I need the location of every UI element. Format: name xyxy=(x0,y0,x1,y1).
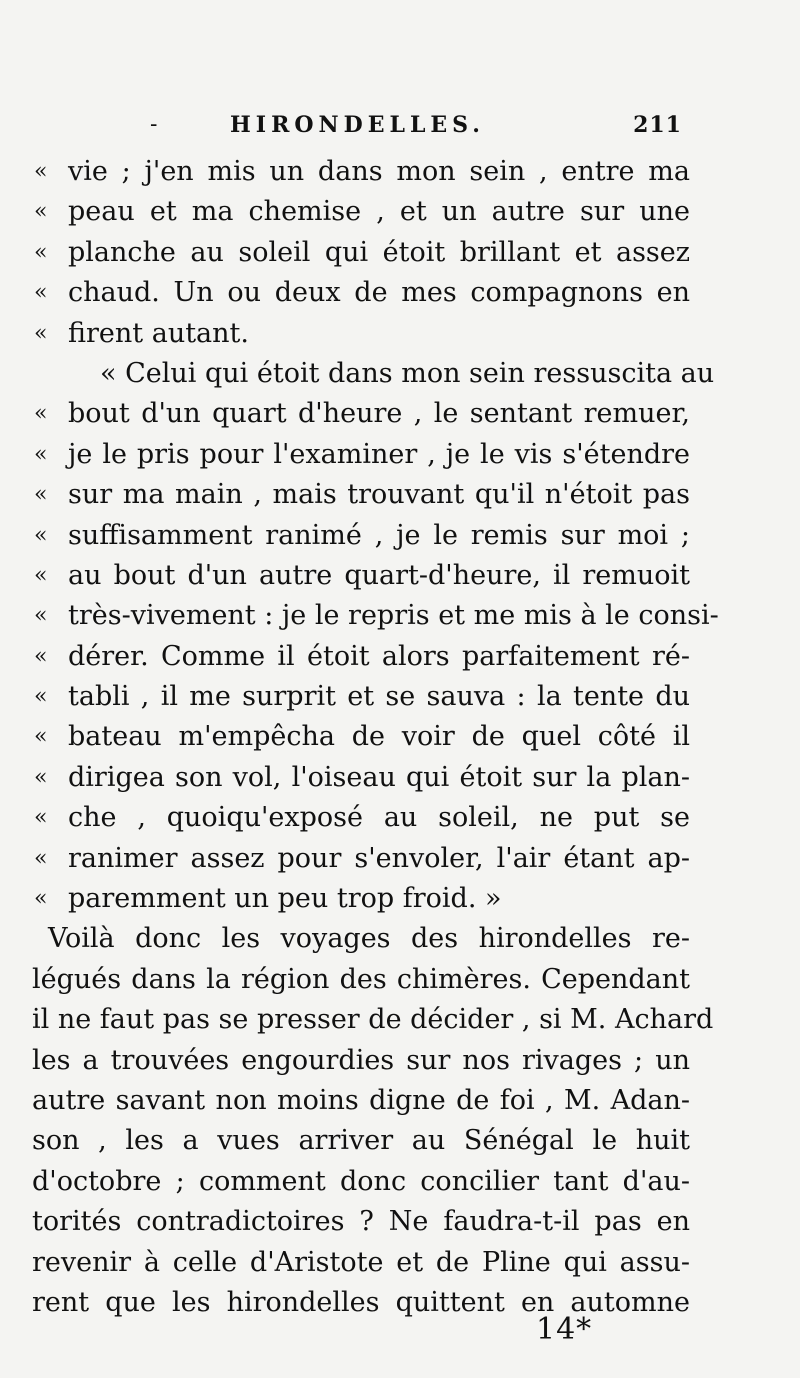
text-line xyxy=(30,677,690,717)
header-dash: - xyxy=(150,112,162,137)
header-title: HIRONDELLES. xyxy=(230,112,485,138)
line-text: dérer. Comme il étoit alors parfaitement ré- xyxy=(68,640,690,672)
line-text: au bout d'un autre quart-d'heure, il remuoit xyxy=(68,559,690,591)
text-line xyxy=(30,233,690,273)
line-text: che , quoiqu'exposé au soleil, ne put se xyxy=(68,802,690,834)
text-line xyxy=(30,435,690,475)
quote-mark: « xyxy=(34,401,48,427)
printer-signature: 14* xyxy=(536,1312,593,1347)
quote-mark: « xyxy=(34,239,48,265)
line-text: chaud. Un ou deux de mes compagnons en xyxy=(68,277,690,309)
text-line xyxy=(30,475,690,515)
text-line xyxy=(30,637,690,677)
line-text: bout d'un quart d'heure , le sentant remuer, xyxy=(68,398,690,430)
quote-mark: « xyxy=(34,320,48,346)
text-line xyxy=(30,1202,690,1242)
line-text: suffisamment ranimé , je le remis sur moi ; xyxy=(68,519,690,551)
text-line xyxy=(30,1162,690,1202)
text-line xyxy=(30,394,690,434)
running-header xyxy=(150,112,690,146)
line-text: très-vivement : je le repris et me mis à le consi- xyxy=(68,600,719,632)
text-line xyxy=(30,839,690,879)
text-line xyxy=(30,879,690,919)
line-text: autre savant non moins digne de foi , M. Adan- xyxy=(32,1084,690,1116)
line-text: son , les a vues arriver au Sénégal le huit xyxy=(32,1125,690,1157)
text-line xyxy=(30,919,690,959)
quote-mark: « xyxy=(34,522,48,548)
text-line xyxy=(30,556,690,596)
quote-mark: « xyxy=(34,845,48,871)
line-text: planche au soleil qui étoit brillant et assez xyxy=(68,236,690,268)
quote-mark: « xyxy=(34,886,48,912)
quote-mark: « xyxy=(34,562,48,588)
text-line xyxy=(30,798,690,838)
text-line xyxy=(30,516,690,556)
text-line xyxy=(30,354,715,394)
line-text: dirigea son vol, l'oiseau qui étoit sur la plan- xyxy=(68,761,690,793)
line-text: Voilà donc les voyages des hirondelles re- xyxy=(48,923,690,955)
text-line xyxy=(30,758,690,798)
text-line xyxy=(30,152,690,192)
text-line xyxy=(30,1081,690,1121)
line-text: bateau m'empêcha de voir de quel côté il xyxy=(68,721,690,753)
line-text: rent que les hirondelles quittent en automne xyxy=(32,1286,690,1318)
line-text: les a trouvées engourdies sur nos rivages ; un xyxy=(32,1044,690,1076)
quote-mark: « xyxy=(34,159,48,184)
text-line xyxy=(30,596,719,636)
line-text: revenir à celle d'Aristote et de Pline qui assu- xyxy=(32,1246,690,1278)
line-text: il ne faut pas se presser de décider , si M. Achard xyxy=(32,1004,714,1036)
page-number: 211 xyxy=(633,112,682,138)
line-text: firent autant. xyxy=(68,317,249,349)
line-text: sur ma main , mais trouvant qu'il n'étoit pas xyxy=(68,479,690,511)
text-line xyxy=(30,1000,714,1040)
quote-mark: « xyxy=(34,805,48,831)
body-text xyxy=(30,152,719,1323)
quote-mark: « xyxy=(34,643,48,669)
line-text: ranimer assez pour s'envoler, l'air étant ap- xyxy=(68,842,690,874)
line-text: torités contradictoires ? Ne faudra-t-il pas en xyxy=(32,1206,690,1238)
quote-mark: « xyxy=(34,280,48,306)
quote-mark: « xyxy=(34,764,48,790)
text-line xyxy=(30,1041,690,1081)
line-text: peau et ma chemise , et un autre sur une xyxy=(68,196,690,228)
text-line xyxy=(30,960,690,1000)
text-line xyxy=(30,1121,690,1161)
text-line xyxy=(30,192,690,232)
line-text: légués dans la région des chimères. Cependant xyxy=(32,963,690,995)
quote-mark: « xyxy=(34,684,48,710)
quote-mark: « xyxy=(34,441,48,467)
line-text: je le pris pour l'examiner , je le vis s'étendre xyxy=(68,438,690,470)
line-text: vie ; j'en mis un dans mon sein , entre ma xyxy=(68,156,690,187)
text-line xyxy=(30,273,690,313)
line-text: d'octobre ; comment donc concilier tant d'au- xyxy=(32,1165,690,1197)
text-line xyxy=(30,314,690,354)
quote-mark: « xyxy=(34,482,48,508)
quote-mark: « xyxy=(34,724,48,750)
line-text: paremment un peu trop froid. » xyxy=(68,883,502,915)
text-line xyxy=(30,1243,690,1283)
quote-mark: « xyxy=(34,603,48,629)
line-text: tabli , il me surprit et se sauva : la tente du xyxy=(68,681,690,713)
text-line xyxy=(30,717,690,757)
line-text: « Celui qui étoit dans mon sein ressuscita au xyxy=(100,357,715,389)
quote-mark: « xyxy=(34,199,48,225)
